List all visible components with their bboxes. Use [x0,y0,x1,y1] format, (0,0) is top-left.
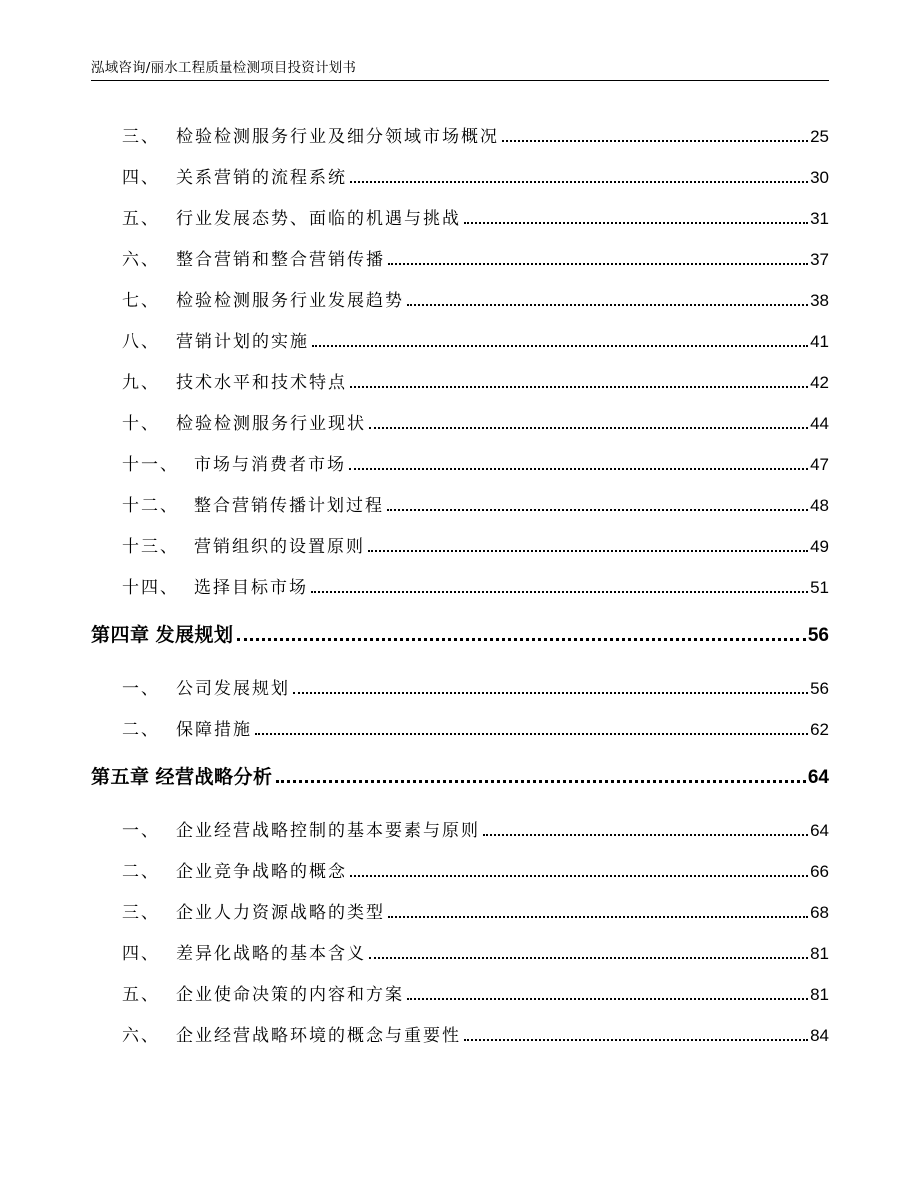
toc-entry-number: 十、 [122,414,160,434]
toc-section-entry[interactable] [122,122,829,147]
toc-entry-title: 行业发展态势、面临的机遇与挑战 [176,209,461,229]
toc-entry-number: 二、 [122,862,160,882]
toc-entry-number: 十四、 [122,578,179,598]
toc-entry-title: 关系营销的流程系统 [176,168,347,188]
toc-dot-leader [407,998,808,1000]
toc-page-number: 56 [810,679,829,698]
toc-dot-leader [388,916,808,918]
toc-entry-number: 三、 [122,903,160,923]
toc-entry-title: 差异化战略的基本含义 [176,944,366,964]
toc-page-number: 81 [810,944,829,963]
toc-page-number: 68 [810,903,829,922]
running-header: 泓域咨询/丽水工程质量检测项目投资计划书 [91,60,357,76]
toc-page-number: 48 [810,496,829,515]
toc-entry-number: 二、 [122,720,160,740]
toc-chapter-entry[interactable] [91,762,829,789]
toc-entry-title: 企业使命决策的内容和方案 [176,985,404,1005]
toc-entry-number: 五、 [122,209,160,229]
toc-page-number: 64 [807,767,829,788]
toc-entry-number: 五、 [122,985,160,1005]
toc-entry-title: 保障措施 [176,720,252,740]
toc-section-entry[interactable] [122,327,829,352]
toc-entry-title: 企业经营战略环境的概念与重要性 [176,1026,461,1046]
toc-entry-title: 企业竞争战略的概念 [176,862,347,882]
toc-section-entry[interactable] [122,450,829,475]
toc-entry-number: 十一、 [122,455,179,475]
toc-dot-leader [368,550,808,552]
toc-dot-leader [276,780,806,783]
toc-section-entry[interactable] [122,204,829,229]
toc-page-number: 49 [810,537,829,556]
header-rule [91,80,829,81]
toc-page-number: 64 [810,821,829,840]
toc-entry-number: 九、 [122,373,160,393]
toc-section-entry[interactable] [122,245,829,270]
toc-page-number: 41 [810,332,829,351]
toc-page-number: 51 [810,578,829,597]
toc-dot-leader [350,181,808,183]
toc-dot-leader [407,304,808,306]
toc-dot-leader [369,427,808,429]
toc-entry-number: 四、 [122,944,160,964]
toc-dot-leader [502,140,808,142]
toc-section-entry[interactable] [122,939,829,964]
toc-section-entry[interactable] [122,715,829,740]
toc-entry-number: 一、 [122,679,160,699]
toc-page-number: 47 [810,455,829,474]
toc-section-entry[interactable] [122,163,829,188]
toc-entry-title: 整合营销传播计划过程 [194,496,384,516]
toc-entry-number: 四、 [122,168,160,188]
toc-dot-leader [237,638,806,641]
toc-section-entry[interactable] [122,1021,829,1046]
toc-dot-leader [312,345,808,347]
toc-section-entry[interactable] [122,286,829,311]
toc-page-number: 31 [810,209,829,228]
toc-section-entry[interactable] [122,816,829,841]
toc-page-number: 44 [810,414,829,433]
toc-entry-number: 七、 [122,291,160,311]
toc-entry-title: 企业经营战略控制的基本要素与原则 [176,821,480,841]
toc-entry-title: 选择目标市场 [194,578,308,598]
toc-entry-title: 营销组织的设置原则 [194,537,365,557]
toc-entry-title: 整合营销和整合营销传播 [176,250,385,270]
toc-page-number: 38 [810,291,829,310]
toc-entry-title: 企业人力资源战略的类型 [176,903,385,923]
toc-page-number: 62 [810,720,829,739]
toc-section-entry[interactable] [122,368,829,393]
toc-dot-leader [350,386,808,388]
toc-entry-number: 六、 [122,250,160,270]
toc-entry-number: 第四章 [91,624,150,646]
toc-dot-leader [369,957,808,959]
toc-page-number: 84 [810,1026,829,1045]
toc-entry-number: 十二、 [122,496,179,516]
toc-entry-title: 检验检测服务行业现状 [176,414,366,434]
toc-dot-leader [483,834,808,836]
toc-page-number: 66 [810,862,829,881]
toc-entry-number: 六、 [122,1026,160,1046]
toc-page-number: 37 [810,250,829,269]
toc-entry-number: 十三、 [122,537,179,557]
toc-section-entry[interactable] [122,980,829,1005]
toc-dot-leader [349,468,808,470]
toc-section-entry[interactable] [122,532,829,557]
toc-dot-leader [464,1039,808,1041]
toc-dot-leader [311,591,808,593]
toc-entry-number: 一、 [122,821,160,841]
toc-section-entry[interactable] [122,573,829,598]
toc-entry-title: 市场与消费者市场 [194,455,346,475]
toc-dot-leader [388,263,808,265]
toc-dot-leader [387,509,808,511]
toc-dot-leader [293,692,808,694]
toc-dot-leader [350,875,808,877]
toc-section-entry[interactable] [122,491,829,516]
toc-entry-title: 检验检测服务行业发展趋势 [176,291,404,311]
toc-section-entry[interactable] [122,409,829,434]
toc-page-number: 25 [810,127,829,146]
toc-chapter-entry[interactable] [91,620,829,647]
toc-dot-leader [255,733,808,735]
toc-entry-title: 检验检测服务行业及细分领域市场概况 [176,127,499,147]
toc-entry-title: 营销计划的实施 [176,332,309,352]
toc-entry-title: 公司发展规划 [176,679,290,699]
toc-entry-title: 技术水平和技术特点 [176,373,347,393]
toc-page-number: 81 [810,985,829,1004]
toc-page-number: 30 [810,168,829,187]
toc-entry-number: 第五章 [91,766,150,788]
toc-entry-number: 三、 [122,127,160,147]
toc-entry-title: 经营战略分析 [155,766,273,788]
toc-section-entry[interactable] [122,674,829,699]
toc-dot-leader [464,222,808,224]
toc-page-number: 42 [810,373,829,392]
toc-section-entry[interactable] [122,898,829,923]
toc-page-number: 56 [807,625,829,646]
toc-section-entry[interactable] [122,857,829,882]
toc-entry-title: 发展规划 [155,624,234,646]
toc-entry-number: 八、 [122,332,160,352]
